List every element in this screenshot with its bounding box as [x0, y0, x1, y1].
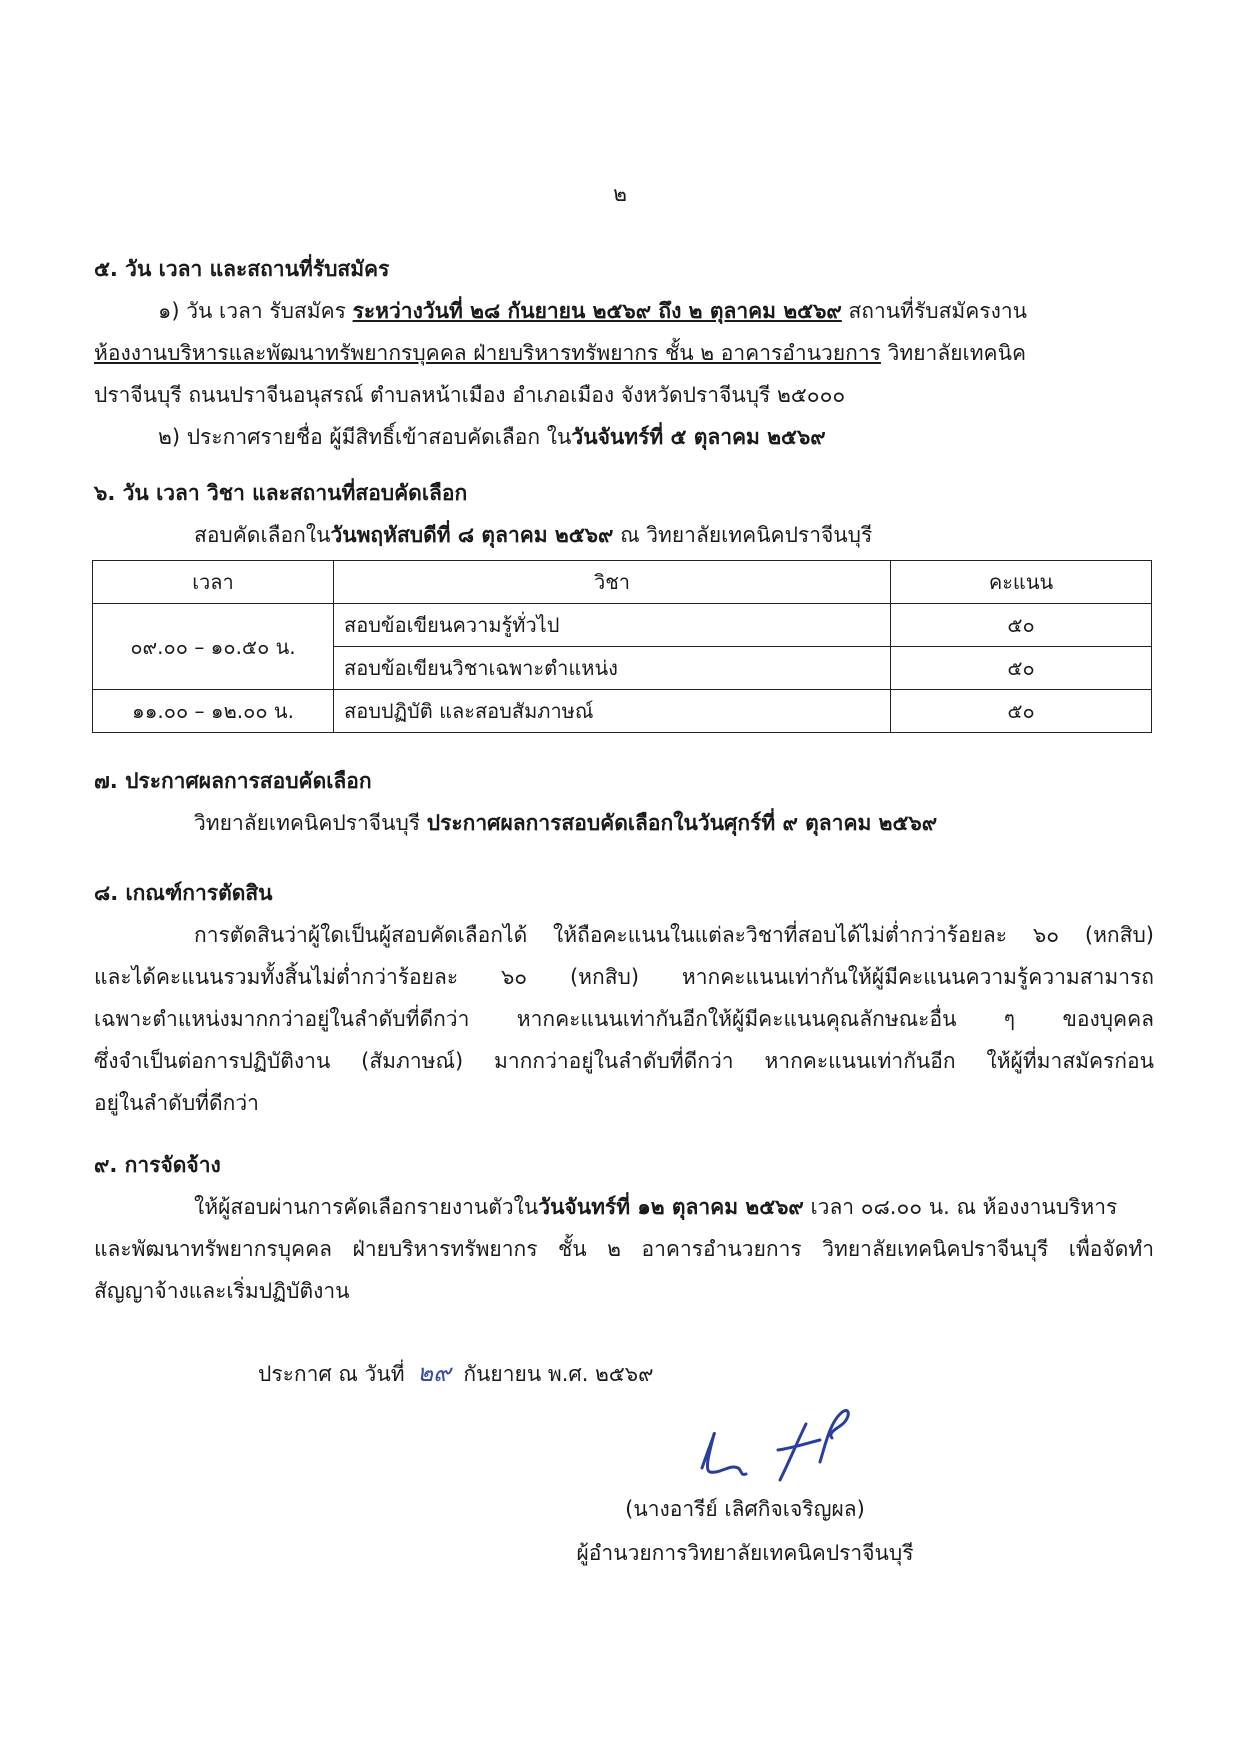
signatory-position: ผู้อำนวยการวิทยาลัยเทคนิคปราจีนบุรี — [576, 1541, 914, 1565]
section-5-line-2 — [94, 332, 1154, 374]
section-9-line-3: สัญญาจ้างและเริ่มปฏิบัติงาน — [94, 1279, 350, 1303]
section-7 — [94, 760, 1154, 844]
header-subject: วิชา — [334, 561, 891, 604]
section-5-heading: ๕. วัน เวลา และสถานที่รับสมัคร — [94, 257, 390, 281]
candidate-list-date: วันจันทร์ที่ ๕ ตุลาคม ๒๕๖๙ — [571, 425, 826, 449]
report-date: วันจันทร์ที่ ๑๒ ตุลาคม ๒๕๖๙ — [538, 1195, 804, 1219]
section-5-line-1 — [94, 290, 1154, 332]
section-5-line-3: ปราจีนบุรี ถนนปราจีนอนุสรณ์ ตำบลหน้าเมือง อำเภอเมือง จังหวัดปราจีนบุรี ๒๕๐๐๐ — [94, 383, 846, 407]
result-announcement: ประกาศผลการสอบคัดเลือกในวันศุกร์ที่ ๙ ตุลาคม ๒๕๖๙ — [426, 811, 938, 835]
section-5 — [94, 248, 1154, 458]
signature — [680, 1390, 880, 1500]
text: วิทยาลัยเทคนิคปราจีนบุรี — [194, 811, 427, 835]
text: เวลา ๐๘.๐๐ น. ณ ห้องงานบริหาร — [803, 1195, 1118, 1219]
page-number: ๒ — [613, 182, 627, 206]
subject-cell: สอบข้อเขียนความรู้ทั่วไป — [334, 604, 891, 647]
section-7-line-1 — [94, 802, 1154, 844]
section-9-heading: ๙. การจัดจ้าง — [94, 1153, 221, 1177]
text: ให้ผู้สอบผ่านการคัดเลือกรายงานตัวใน — [194, 1195, 539, 1219]
subject-cell: สอบข้อเขียนวิชาเฉพาะตำแหน่ง — [334, 647, 891, 690]
section-9-line-2: และพัฒนาทรัพยากรบุคคล ฝ่ายบริหารทรัพยากร ชั้น ๒ อาคารอำนวยการ วิทยาลัยเทคนิคปราจีนบุรี เพื่อจัดทำ — [94, 1237, 1154, 1261]
header-time: เวลา — [93, 561, 334, 604]
criteria-line: อยู่ในลำดับที่ดีกว่า — [94, 1091, 259, 1115]
table-header-row — [93, 561, 1152, 604]
handwritten-day: ๒๙ — [417, 1359, 451, 1387]
criteria-line: การตัดสินว่าผู้ใดเป็นผู้สอบคัดเลือกได้ ให้ถือคะแนนในแต่ละวิชาที่สอบได้ไม่ต่ำกว่าร้อยละ ๖๐ (หกสิบ) — [194, 923, 1154, 947]
subject-cell: สอบปฏิบัติ และสอบสัมภาษณ์ — [334, 690, 891, 733]
section-8-heading: ๘. เกณฑ์การตัดสิน — [94, 881, 273, 905]
exam-date: วันพฤหัสบดีที่ ๘ ตุลาคม ๒๕๖๙ — [330, 523, 614, 547]
text: สอบคัดเลือกใน — [194, 523, 331, 547]
text: วิทยาลัยเทคนิค — [880, 341, 1026, 365]
text: ประกาศ ณ วันที่ — [258, 1362, 405, 1386]
criteria-line: เฉพาะตำแหน่งมากกว่าอยู่ในลำดับที่ดีกว่า หากคะแนนเท่ากันอีกให้ผู้มีคะแนนคุณลักษณะอื่น ๆ ของบุคคล — [94, 1007, 1154, 1031]
score-cell: ๕๐ — [891, 647, 1152, 690]
criteria-line: ซึ่งจำเป็นต่อการปฏิบัติงาน (สัมภาษณ์) มากกว่าอยู่ในลำดับที่ดีกว่า หากคะแนนเท่ากันอีก ให้ผู้ที่มาสมัครก่อน — [94, 1049, 1154, 1073]
text: สถานที่รับสมัครงาน — [841, 299, 1027, 323]
exam-schedule-table — [92, 560, 1152, 733]
criteria-line: และได้คะแนนรวมทั้งสิ้นไม่ต่ำกว่าร้อยละ ๖๐ (หกสิบ) หากคะแนนเท่ากันให้ผู้มีคะแนนความรู้ความสามารถ — [94, 965, 1154, 989]
announcement-date — [258, 1352, 654, 1395]
text: ณ วิทยาลัยเทคนิคปราจีนบุรี — [613, 523, 873, 547]
header-score: คะแนน — [891, 561, 1152, 604]
time-cell: ๑๑.๐๐ – ๑๒.๐๐ น. — [93, 690, 334, 733]
text: ๑) วัน เวลา รับสมัคร — [158, 299, 353, 323]
application-place: ห้องงานบริหารและพัฒนาทรัพยากรบุคคล ฝ่ายบริหารทรัพยากร ชั้น ๒ อาคารอำนวยการ — [94, 341, 881, 365]
section-6-line-1 — [94, 514, 1154, 556]
application-period: ระหว่างวันที่ ๒๘ กันยายน ๒๕๖๙ ถึง ๒ ตุลาคม ๒๕๖๙ — [352, 299, 842, 323]
score-cell: ๕๐ — [891, 690, 1152, 733]
section-8 — [94, 872, 1154, 1124]
section-6-heading: ๖. วัน เวลา วิชา และสถานที่สอบคัดเลือก — [94, 481, 468, 505]
time-cell: ๐๙.๐๐ – ๑๐.๕๐ น. — [93, 604, 334, 690]
table-row — [93, 690, 1152, 733]
text: กันยายน พ.ศ. ๒๕๖๙ — [463, 1362, 654, 1386]
section-9 — [94, 1144, 1154, 1312]
section-9-line-1 — [94, 1186, 1154, 1228]
table-row — [93, 604, 1152, 647]
signatory-name: (นางอารีย์ เลิศกิจเจริญผล) — [625, 1497, 865, 1521]
text: ๒) ประกาศรายชื่อ ผู้มีสิทธิ์เข้าสอบคัดเลือก ใน — [158, 425, 572, 449]
section-6 — [94, 472, 1154, 556]
section-5-line-4 — [94, 416, 1154, 458]
score-cell: ๕๐ — [891, 604, 1152, 647]
section-7-heading: ๗. ประกาศผลการสอบคัดเลือก — [94, 769, 372, 793]
